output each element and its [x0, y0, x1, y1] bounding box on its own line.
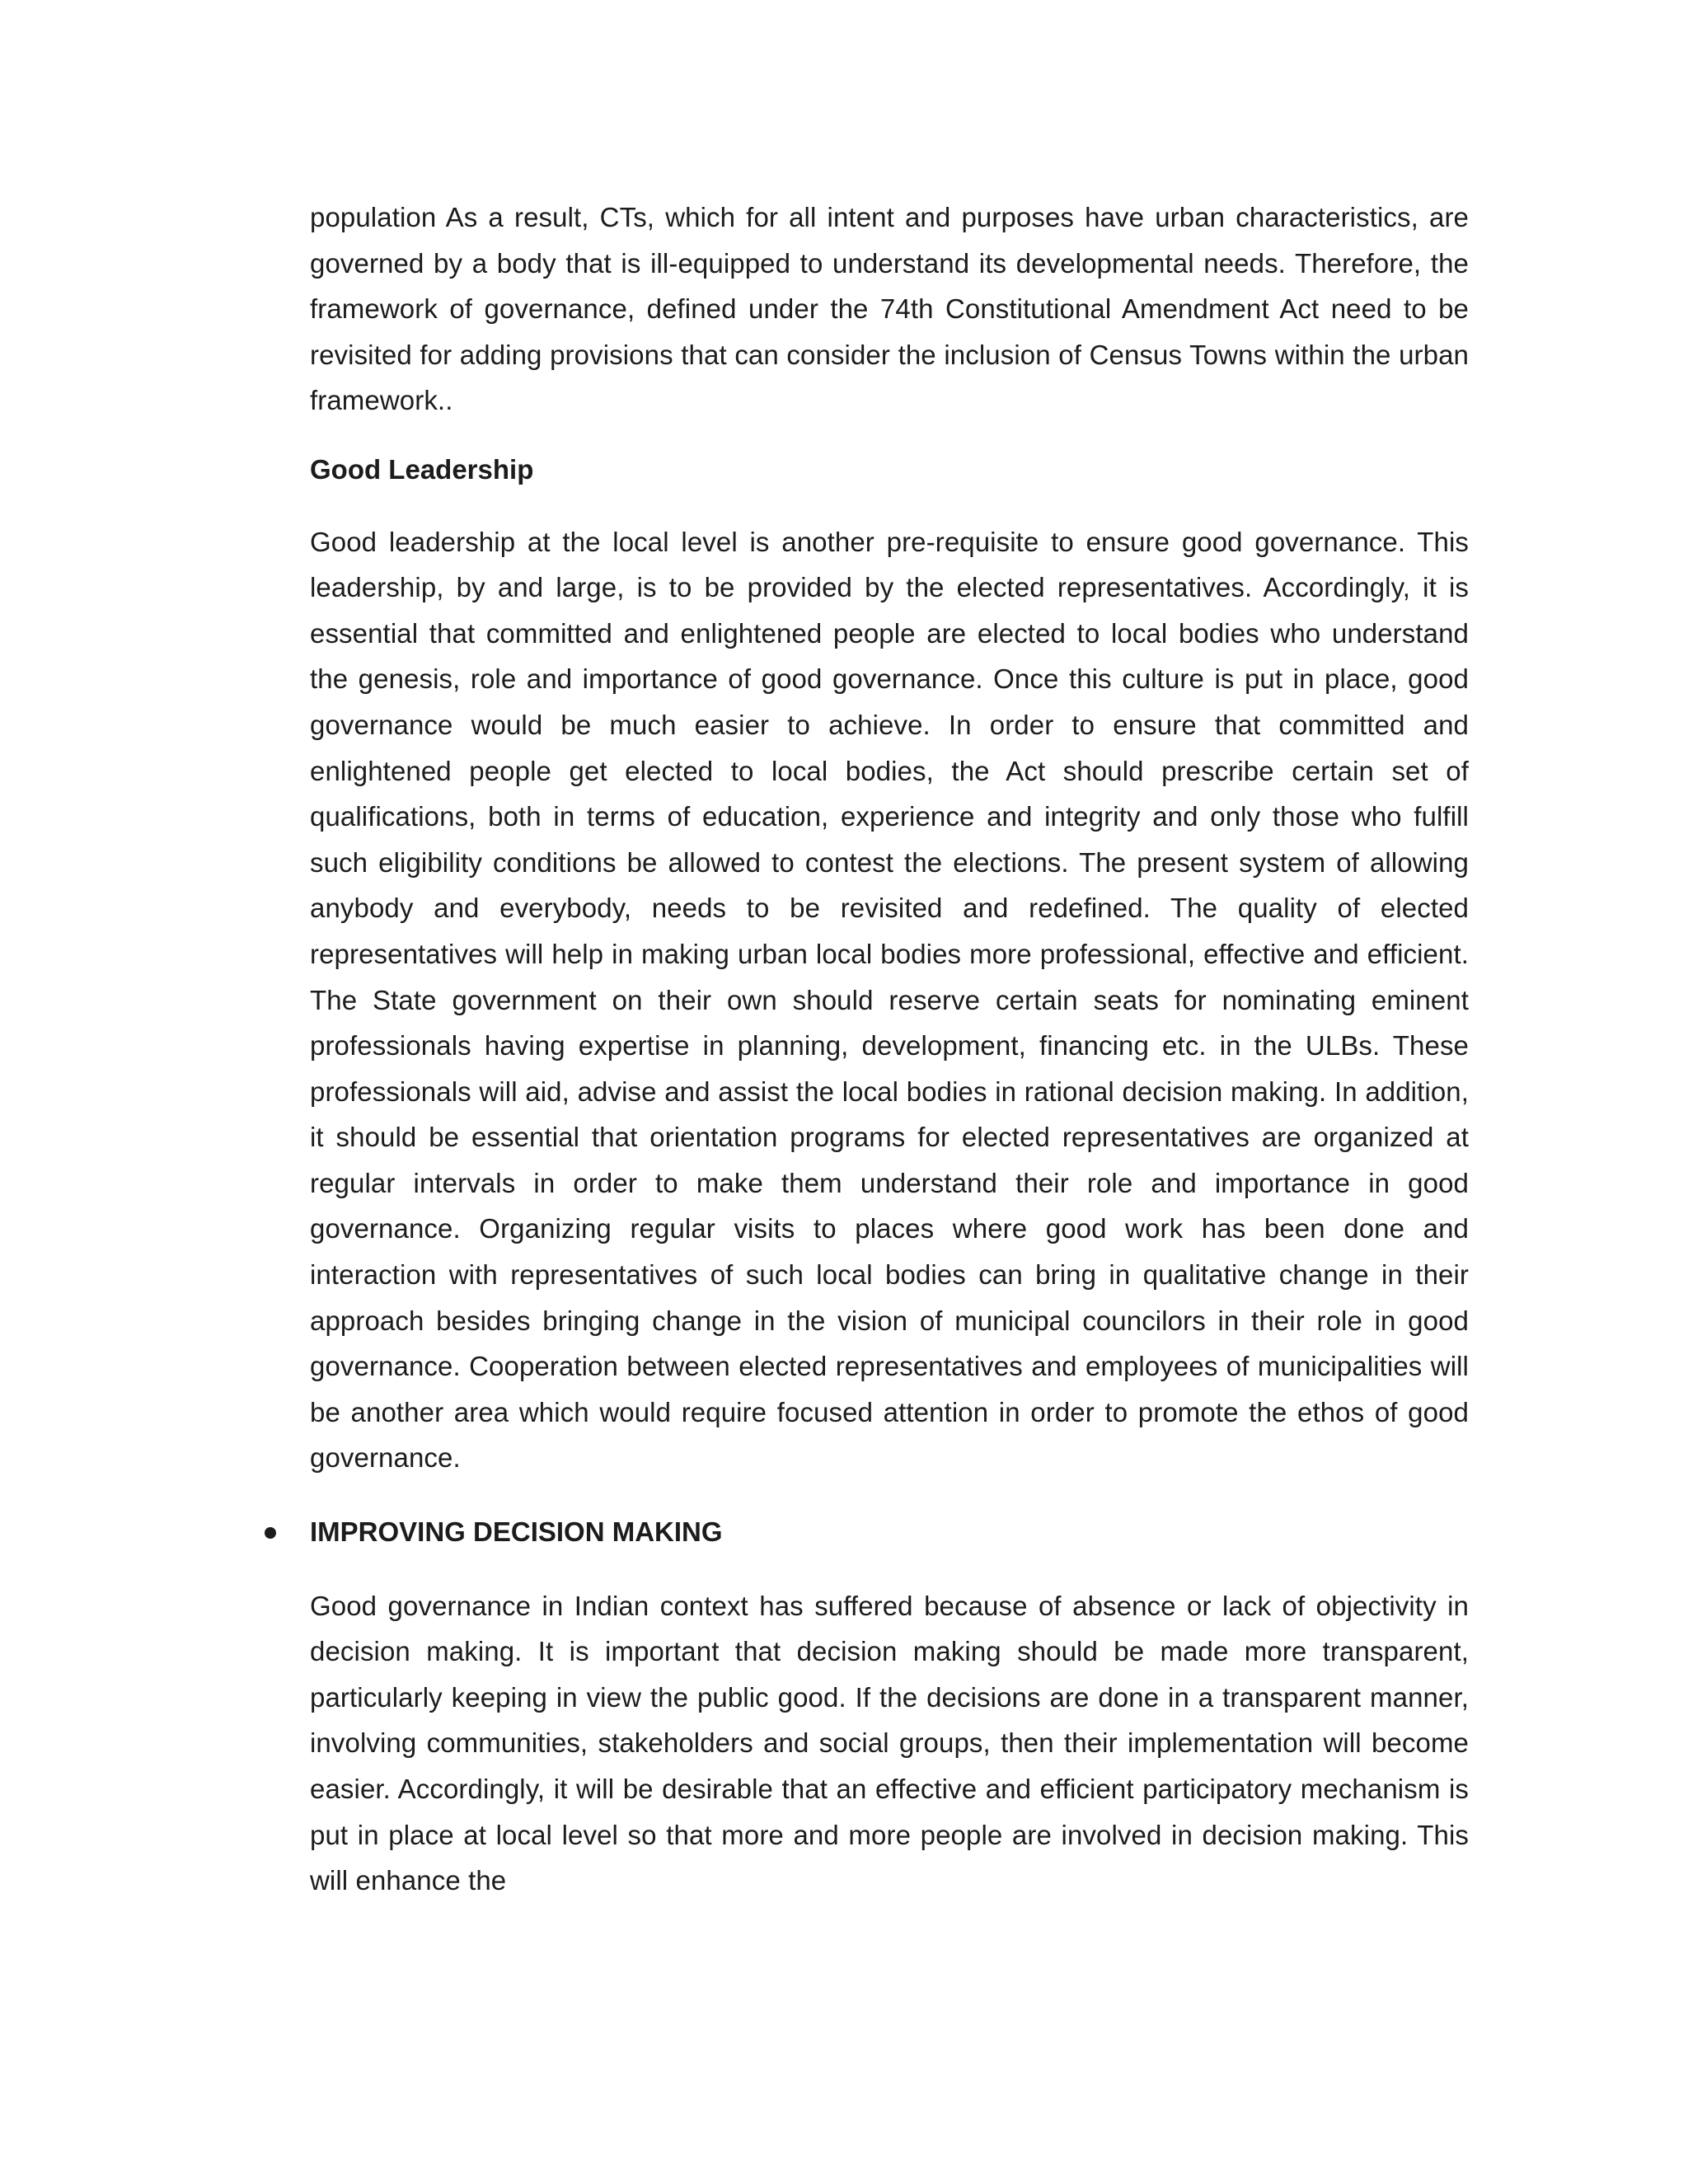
bullet-icon: [265, 1527, 276, 1539]
document-body: [310, 194, 1469, 1904]
section-heading-good-leadership: Good Leadership: [310, 453, 534, 485]
paragraph-good-leadership: Good leadership at the local level is another pre-requisite to ensure good governance. This leadership, by and large, is to be provided by the elected representatives. Accordingly, it is essential that committed and enlightened people are elected to local bodies who understand the genesis, role and importance of good governance. Once this culture is put in place, good governance would be much easier to achieve. In order to ensure that committed and enlightened people get elected to local bodies, the Act should prescribe certain set of qualifications, both in terms of education, experience and integrity and only those who fulfill such eligibility conditions be allowed to contest the elections. The present system of allowing anybody and everybody, needs to be revisited and redefined. The quality of elected representatives will help in making urban local bodies more professional, effective and efficient. The State government on their own should reserve certain seats for nominating eminent professionals having expertise in planning, development, financing etc. in the ULBs. These professionals will aid, advise and assist the local bodies in rational decision making. In addition, it should be essential that orientation programs for elected representatives are organized at regular intervals in order to make them understand their role and importance in good governance. Organizing regular visits to places where good work has been done and interaction with representatives of such local bodies can bring in qualitative change in their approach besides bringing change in the vision of municipal councilors in their role in good governance. Cooperation between elected representatives and employees of municipalities will be another area which would require focused attention in order to promote the ethos of good governance.: [310, 526, 1469, 1474]
paragraph-decision-making: Good governance in Indian context has suffered because of absence or lack of objectivity in decision making. It is important that decision making should be made more transparent, particularly keeping in view the public good. If the decisions are done in a transparent manner, involving communities, stakeholders and social groups, then their implementation will become easier. Accordingly, it will be desirable that an effective and efficient participatory mechanism is put in place at local level so that more and more people are involved in decision making. This will enhance the: [310, 1590, 1469, 1896]
bullet-heading-label: IMPROVING DECISION MAKING: [310, 1516, 723, 1548]
paragraph-census-towns: population As a result, CTs, which for all intent and purposes have urban characteristics, are governed by a body that is ill-equipped to understand its developmental needs. Therefore, the framework of governance, defined under the 74th Constitutional Amendment Act need to be revisited for adding provisions that can consider the inclusion of Census Towns within the urban framework..: [310, 202, 1469, 416]
bullet-heading-decision-making: [260, 1509, 1469, 1555]
